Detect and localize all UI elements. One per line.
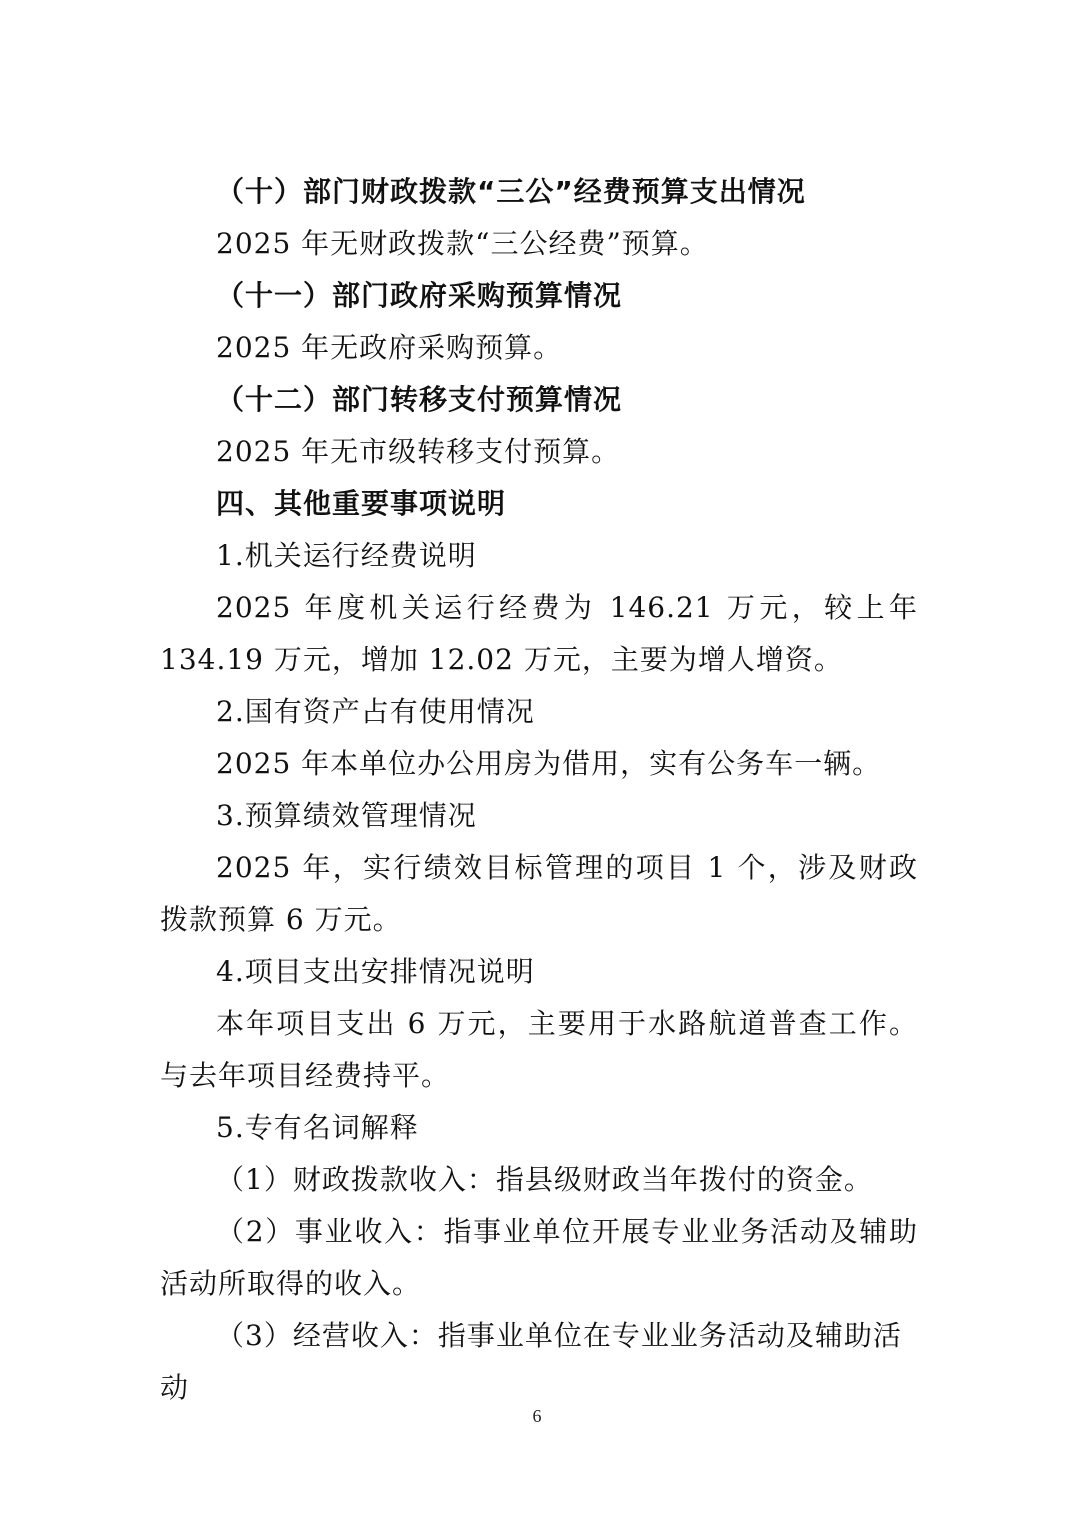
section-heading-11: （十一）部门政府采购预算情况 [216, 279, 623, 312]
paragraph: 2025 年无市级转移支付预算。 [216, 435, 621, 468]
definition-item: （1）财政拨款收入：指县级财政当年拨付的资金。 [216, 1163, 873, 1196]
subheading: 5.专有名词解释 [216, 1111, 419, 1144]
paragraph: 2025 年无财政拨款“三公经费”预算。 [216, 227, 709, 260]
section-heading-12: （十二）部门转移支付预算情况 [216, 383, 623, 416]
paragraph: 2025 年，实行绩效目标管理的项目 1 个，涉及财政拨款预算 6 万元。 [160, 851, 918, 936]
paragraph: 2025 年无政府采购预算。 [216, 331, 563, 364]
subheading: 3.预算绩效管理情况 [216, 799, 477, 832]
paragraph: 2025 年本单位办公用房为借用，实有公务车一辆。 [216, 747, 882, 780]
chapter-heading-4: 四、其他重要事项说明 [216, 487, 507, 520]
subheading: 2.国有资产占有使用情况 [216, 695, 535, 728]
paragraph: 2025 年度机关运行经费为 146.21 万元，较上年 134.19 万元，增加 12.02 万元，主要为增人增资。 [160, 591, 918, 676]
section-heading-10: （十）部门财政拨款“三公”经费预算支出情况 [216, 175, 806, 208]
subheading: 1.机关运行经费说明 [216, 539, 477, 572]
paragraph: 本年项目支出 6 万元，主要用于水路航道普查工作。与去年项目经费持平。 [160, 1007, 918, 1092]
definition-item: （2）事业收入：指事业单位开展专业业务活动及辅助活动所取得的收入。 [160, 1215, 918, 1300]
definition-item: （3）经营收入：指事业单位在专业业务活动及辅助活动 [160, 1319, 902, 1404]
subheading: 4.项目支出安排情况说明 [216, 955, 535, 988]
page-number: 6 [532, 1406, 542, 1426]
document-body [160, 166, 918, 1414]
